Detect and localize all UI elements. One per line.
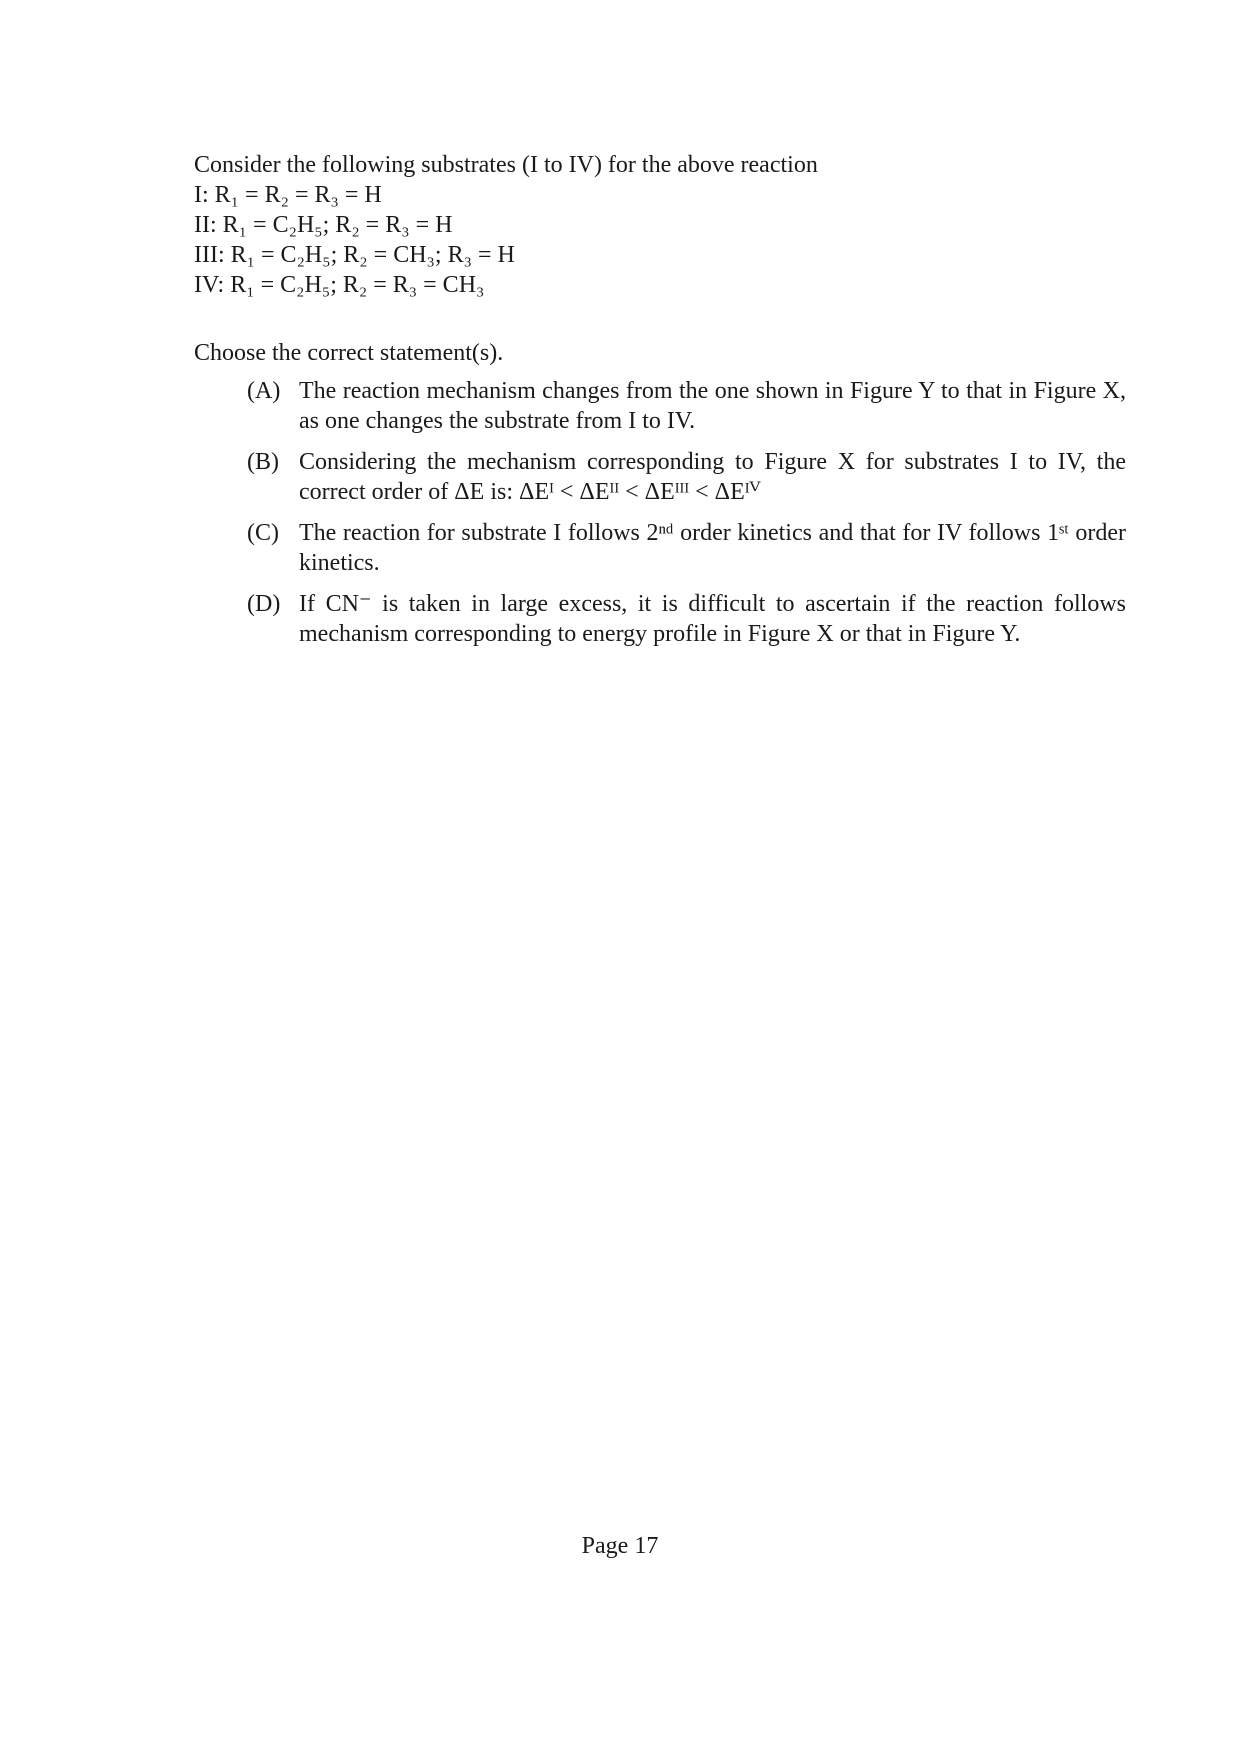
substrate-line: I: R₁ = R₂ = R₃ = H (194, 182, 382, 208)
option-text: Considering the mechanism corresponding to Figure X for substrates I to IV, the correct order of ΔE is: ΔEᴵ < ΔEᴵᴵ < ΔEᴵᴵᴵ < ΔEᴵⱽ (299, 449, 1126, 505)
substrate-line: III: R₁ = C₂H₅; R₂ = CH₃; R₃ = H (194, 242, 515, 268)
option-text: The reaction for substrate I follows 2ⁿᵈ order kinetics and that for IV follows 1ˢᵗ order kinetics. (299, 520, 1126, 576)
option-text: If CN⁻ is taken in large excess, it is difficult to ascertain if the reaction follows mechanism corresponding to energy profile in Figure X or that in Figure Y. (299, 591, 1126, 647)
option-label: (B) (247, 449, 279, 475)
option-label: (C) (247, 520, 279, 546)
option-text: The reaction mechanism changes from the one shown in Figure Y to that in Figure X, as one changes the substrate from I to IV. (299, 378, 1126, 434)
option-label: (D) (247, 591, 281, 617)
option-a (247, 376, 1126, 436)
option-c (247, 518, 1126, 578)
option-label: (A) (247, 378, 281, 404)
question-body (194, 150, 1126, 660)
option-list (247, 376, 1126, 649)
option-b (247, 447, 1126, 507)
intro-text: Consider the following substrates (I to IV) for the above reaction (194, 152, 818, 178)
substrate-line: II: R₁ = C₂H₅; R₂ = R₃ = H (194, 212, 453, 238)
prompt-text: Choose the correct statement(s). (194, 340, 504, 366)
option-d (247, 589, 1126, 649)
substrate-line: IV: R₁ = C₂H₅; R₂ = R₃ = CH₃ (194, 272, 485, 298)
page-number: Page 17 (581, 1533, 659, 1559)
